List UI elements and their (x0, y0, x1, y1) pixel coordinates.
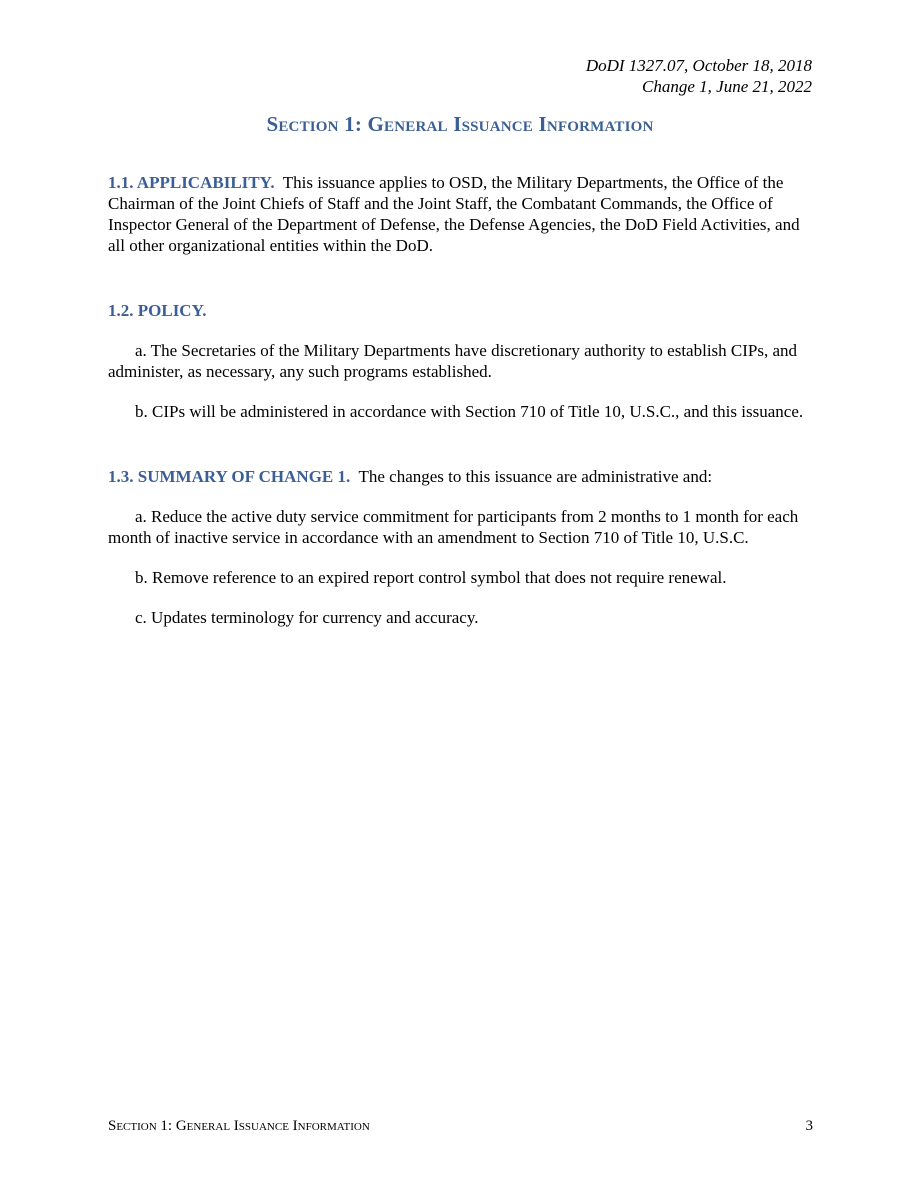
section-1-2-a: a. The Secretaries of the Military Departments have discretionary authority to establish CIPs, and administer, as necessary, any such programs established. (108, 341, 798, 381)
document-body (108, 172, 813, 647)
footer-section-title: Section 1: General Issuance Information (108, 1118, 370, 1134)
section-1-1 (108, 172, 813, 256)
section-1-3-a: a. Reduce the active duty service commitment for participants from 2 months to 1 month for each month of inactive service in accordance with an amendment to Section 710 of Title 10, U.S.C. (108, 507, 799, 547)
document-header (586, 55, 812, 97)
header-doc-id: DoDI 1327.07, October 18, 2018 (585, 56, 812, 75)
section-1-2 (108, 300, 813, 321)
section-1-3-c: c. Updates terminology for currency and accuracy. (135, 608, 479, 627)
section-1-3-b: b. Remove reference to an expired report control symbol that does not require renewal. (135, 568, 727, 587)
section-1-3-heading: 1.3. SUMMARY OF CHANGE 1. (108, 467, 351, 486)
section-1-3 (108, 466, 813, 487)
page-number: 3 (805, 1118, 813, 1134)
section-title: Section 1: General Issuance Information (266, 112, 654, 136)
section-1-1-heading: 1.1. APPLICABILITY. (108, 173, 275, 192)
page-footer (108, 1118, 813, 1135)
section-1-3-text: The changes to this issuance are administrative and: (358, 467, 713, 486)
section-1-2-heading: 1.2. POLICY. (108, 301, 207, 320)
section-1-1-text: This issuance applies to OSD, the Military Departments, the Office of the Chairman of the Joint Chiefs of Staff and the Joint Staff, the Combatant Commands, the Office of Inspector General of the Department of Defense, the Defense Agencies, the DoD Field Activities, and all other organizational entities within the DoD. (108, 173, 800, 255)
section-1-2-b: b. CIPs will be administered in accordance with Section 710 of Title 10, U.S.C., and this issuance. (135, 402, 804, 421)
header-change: Change 1, June 21, 2022 (642, 77, 812, 96)
